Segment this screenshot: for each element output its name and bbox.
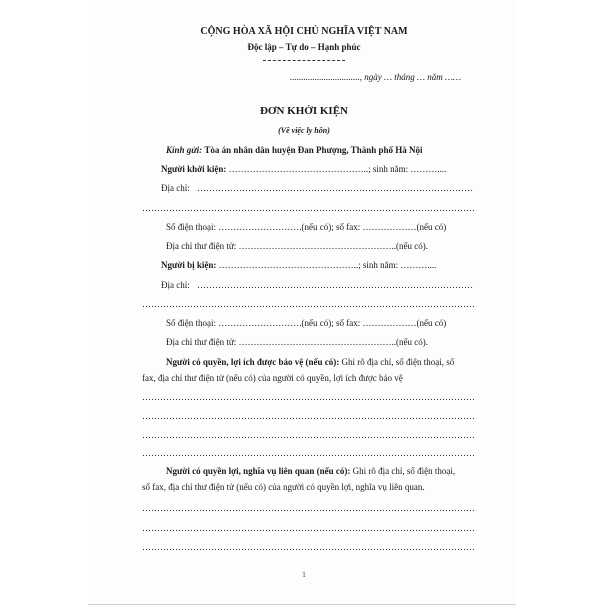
related-party-text-2: số fax, địa chỉ thư điện tử (nếu có) của người có quyền lợi, nghĩa vụ liên quan. — [142, 482, 425, 492]
motto: Độc lập – Tự do – Hạnh phúc — [247, 42, 361, 52]
related-party-text-1: Ghi rõ địa chỉ, số điện thoại, — [350, 466, 456, 476]
date-line: ..............................., ngày … tháng … năm …… — [290, 72, 462, 82]
plaintiff-line — [161, 164, 446, 175]
plaintiff-email-line: Địa chỉ thư điện tử: ……………………………………………..(nếu có). — [166, 241, 428, 251]
document-title: ĐƠN KHỞI KIỆN — [259, 105, 348, 117]
defendant-address-continued — [142, 299, 474, 310]
defendant-phone-line: Số điện thoại: ……………………….(nếu có); số fax: ………………(nếu có) — [166, 318, 447, 328]
motto-separator — [263, 60, 345, 61]
protected-party-blank-1 — [142, 392, 474, 403]
protected-party-blank-2 — [142, 411, 474, 422]
plaintiff-address-continued — [142, 203, 474, 214]
page-number: 1 — [302, 570, 306, 579]
defendant-address-label: Địa chỉ: — [161, 280, 190, 290]
plaintiff-address-blank — [197, 183, 474, 194]
page-bottom-edge — [88, 604, 516, 605]
related-party-blank-1 — [142, 503, 474, 514]
defendant-label: Người bị kiện: — [161, 260, 217, 270]
plaintiff-phone-line: Số điện thoại: ……………………….(nếu có); số fax: ………………(nếu có) — [166, 222, 447, 232]
defendant-email-line: Địa chỉ thư điện tử: ……………………………………………..(nếu có). — [166, 337, 428, 347]
country-heading: CỘNG HÒA XÃ HỘI CHỦ NGHĨA VIỆT NAM — [200, 26, 408, 37]
protected-party-blank-3 — [142, 430, 474, 441]
addressee-value: Tòa án nhân dân huyện Đan Phượng, Thành phố Hà Nội — [204, 145, 423, 155]
plaintiff-address-label: Địa chỉ: — [161, 183, 190, 193]
related-party-blank-2 — [142, 523, 474, 534]
protected-party-line — [166, 357, 454, 368]
protected-party-text-2: fax, địa chỉ thư điện tử (nếu có) của người có quyền, lợi ích được bảo vệ — [142, 373, 403, 383]
defendant-name-blank: ………………………………………..; sinh năm: ……….... — [216, 260, 437, 270]
plaintiff-name-blank: ………………………………………..; sinh năm: ……….... — [226, 164, 447, 174]
protected-party-label: Người có quyền, lợi ích được bảo vệ (nếu có): — [166, 357, 340, 367]
addressee-label: Kính gửi: — [166, 145, 203, 155]
defendant-line — [161, 260, 436, 271]
defendant-address-blank — [197, 280, 474, 291]
plaintiff-label: Người khởi kiện: — [161, 164, 227, 174]
document-subtitle: (Về việc ly hôn) — [278, 126, 330, 135]
related-party-blank-3 — [142, 542, 474, 553]
related-party-label: Người có quyền lợi, nghĩa vụ liên quan (nếu có): — [166, 466, 351, 476]
protected-party-text-1: Ghi rõ địa chỉ, số điện thoại, số — [339, 357, 455, 367]
related-party-line — [166, 466, 455, 477]
addressee — [166, 145, 422, 156]
protected-party-blank-4 — [142, 448, 474, 459]
